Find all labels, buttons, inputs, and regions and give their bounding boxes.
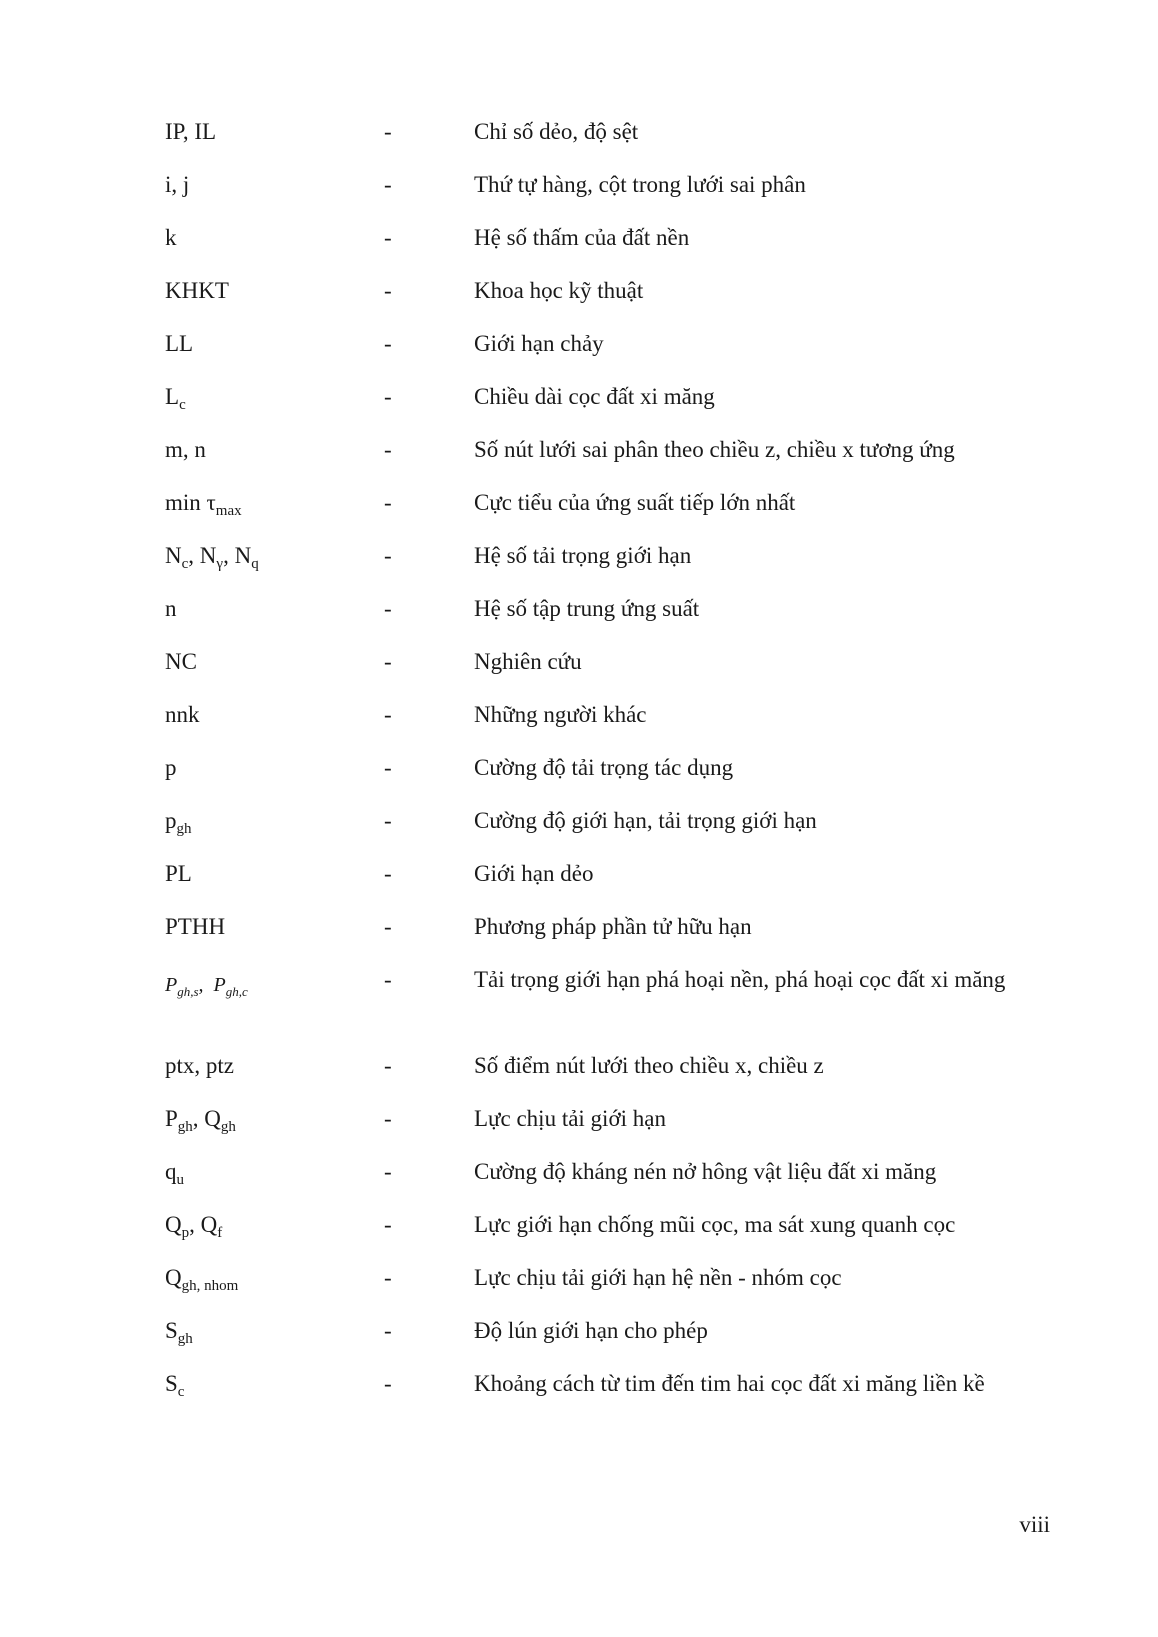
separator-dash: - bbox=[384, 649, 392, 674]
description: Cường độ tải trọng tác dụng bbox=[474, 755, 734, 780]
separator-dash: - bbox=[384, 278, 392, 303]
symbol: $N_c$, $N_\gamma$, $N_q$ bbox=[165, 543, 259, 572]
symbol: $P_{gh}$, $Q_{gh}$ bbox=[165, 1106, 236, 1135]
symbol: $S_{gh}$ bbox=[165, 1318, 193, 1347]
symbol: $\min \tau_{max}$ bbox=[165, 490, 242, 519]
separator-dash: - bbox=[384, 596, 392, 621]
separator-dash: - bbox=[384, 1212, 392, 1237]
separator-dash: - bbox=[384, 437, 392, 462]
description: Giới hạn dẻo bbox=[474, 861, 594, 886]
description: Phương pháp phần tử hữu hạn bbox=[474, 914, 752, 939]
separator-dash: - bbox=[384, 543, 392, 568]
symbol: NC bbox=[165, 649, 197, 674]
symbol: ptx, ptz bbox=[165, 1053, 234, 1078]
symbol: p bbox=[165, 755, 177, 780]
separator-dash: - bbox=[384, 331, 392, 356]
symbol: KHKT bbox=[165, 278, 229, 303]
separator-dash: - bbox=[384, 1106, 392, 1131]
symbol: $P_{gh,s}$, $P_{gh,c}$ bbox=[165, 974, 248, 999]
separator-dash: - bbox=[384, 1265, 392, 1290]
description: Chiều dài cọc đất xi măng bbox=[474, 384, 715, 409]
symbol: LL bbox=[165, 331, 194, 356]
separator-dash: - bbox=[384, 755, 392, 780]
description: Những người khác bbox=[474, 702, 647, 727]
symbol: m, n bbox=[165, 437, 206, 462]
symbol: PL bbox=[165, 861, 192, 886]
page-number: viii bbox=[1019, 1512, 1050, 1537]
description: Chỉ số dẻo, độ sệt bbox=[474, 119, 639, 144]
description: Cực tiểu của ứng suất tiếp lớn nhất bbox=[474, 490, 796, 515]
separator-dash: - bbox=[384, 119, 392, 144]
description: Số điểm nút lưới theo chiều x, chiều z bbox=[474, 1053, 824, 1078]
separator-dash: - bbox=[384, 1318, 392, 1343]
symbol: IP, IL bbox=[165, 119, 217, 144]
description: Cường độ giới hạn, tải trọng giới hạn bbox=[474, 808, 817, 833]
description: Giới hạn chảy bbox=[474, 331, 604, 356]
description: Lực chịu tải giới hạn bbox=[474, 1106, 666, 1131]
symbol: $Q_p$, $Q_f$ bbox=[165, 1212, 223, 1241]
description: Độ lún giới hạn cho phép bbox=[474, 1318, 708, 1343]
symbol: $S_c$ bbox=[165, 1371, 185, 1400]
description: Số nút lưới sai phân theo chiều z, chiều x tương ứng bbox=[474, 437, 955, 462]
separator-dash: - bbox=[384, 808, 392, 833]
symbol: k bbox=[165, 225, 177, 250]
separator-dash: - bbox=[384, 1053, 392, 1078]
symbol: n bbox=[165, 596, 177, 621]
symbol: $L_c$ bbox=[165, 384, 186, 413]
description: Khoảng cách từ tim đến tim hai cọc đất xi măng liền kề bbox=[474, 1371, 985, 1396]
symbol: PTHH bbox=[165, 914, 226, 939]
separator-dash: - bbox=[384, 225, 392, 250]
separator-dash: - bbox=[384, 702, 392, 727]
description: Cường độ kháng nén nở hông vật liệu đất xi măng bbox=[474, 1159, 937, 1184]
description: Hệ số tải trọng giới hạn bbox=[474, 543, 692, 568]
separator-dash: - bbox=[384, 384, 392, 409]
description: Nghiên cứu bbox=[474, 649, 582, 674]
separator-dash: - bbox=[384, 172, 392, 197]
separator-dash: - bbox=[384, 1371, 392, 1396]
description: Hệ số thấm của đất nền bbox=[474, 225, 690, 250]
description: Hệ số tập trung ứng suất bbox=[474, 596, 700, 621]
separator-dash: - bbox=[384, 914, 392, 939]
symbol: $q_u$ bbox=[165, 1159, 184, 1188]
description: Thứ tự hàng, cột trong lưới sai phân bbox=[474, 172, 806, 197]
separator-dash: - bbox=[384, 861, 392, 886]
symbol: i, j bbox=[165, 172, 190, 197]
description: Khoa học kỹ thuật bbox=[474, 278, 644, 303]
separator-dash: - bbox=[384, 967, 392, 992]
separator-dash: - bbox=[384, 1159, 392, 1184]
description: Lực giới hạn chống mũi cọc, ma sát xung quanh cọc bbox=[474, 1212, 956, 1237]
description: Tải trọng giới hạn phá hoại nền, phá hoại cọc đất xi măng bbox=[474, 967, 1006, 992]
description: Lực chịu tải giới hạn hệ nền - nhóm cọc bbox=[474, 1265, 842, 1290]
symbol: nnk bbox=[165, 702, 200, 727]
symbol: $Q_{gh, nhom}$ bbox=[165, 1265, 239, 1294]
symbol: $p_{gh}$ bbox=[165, 808, 192, 837]
separator-dash: - bbox=[384, 490, 392, 515]
